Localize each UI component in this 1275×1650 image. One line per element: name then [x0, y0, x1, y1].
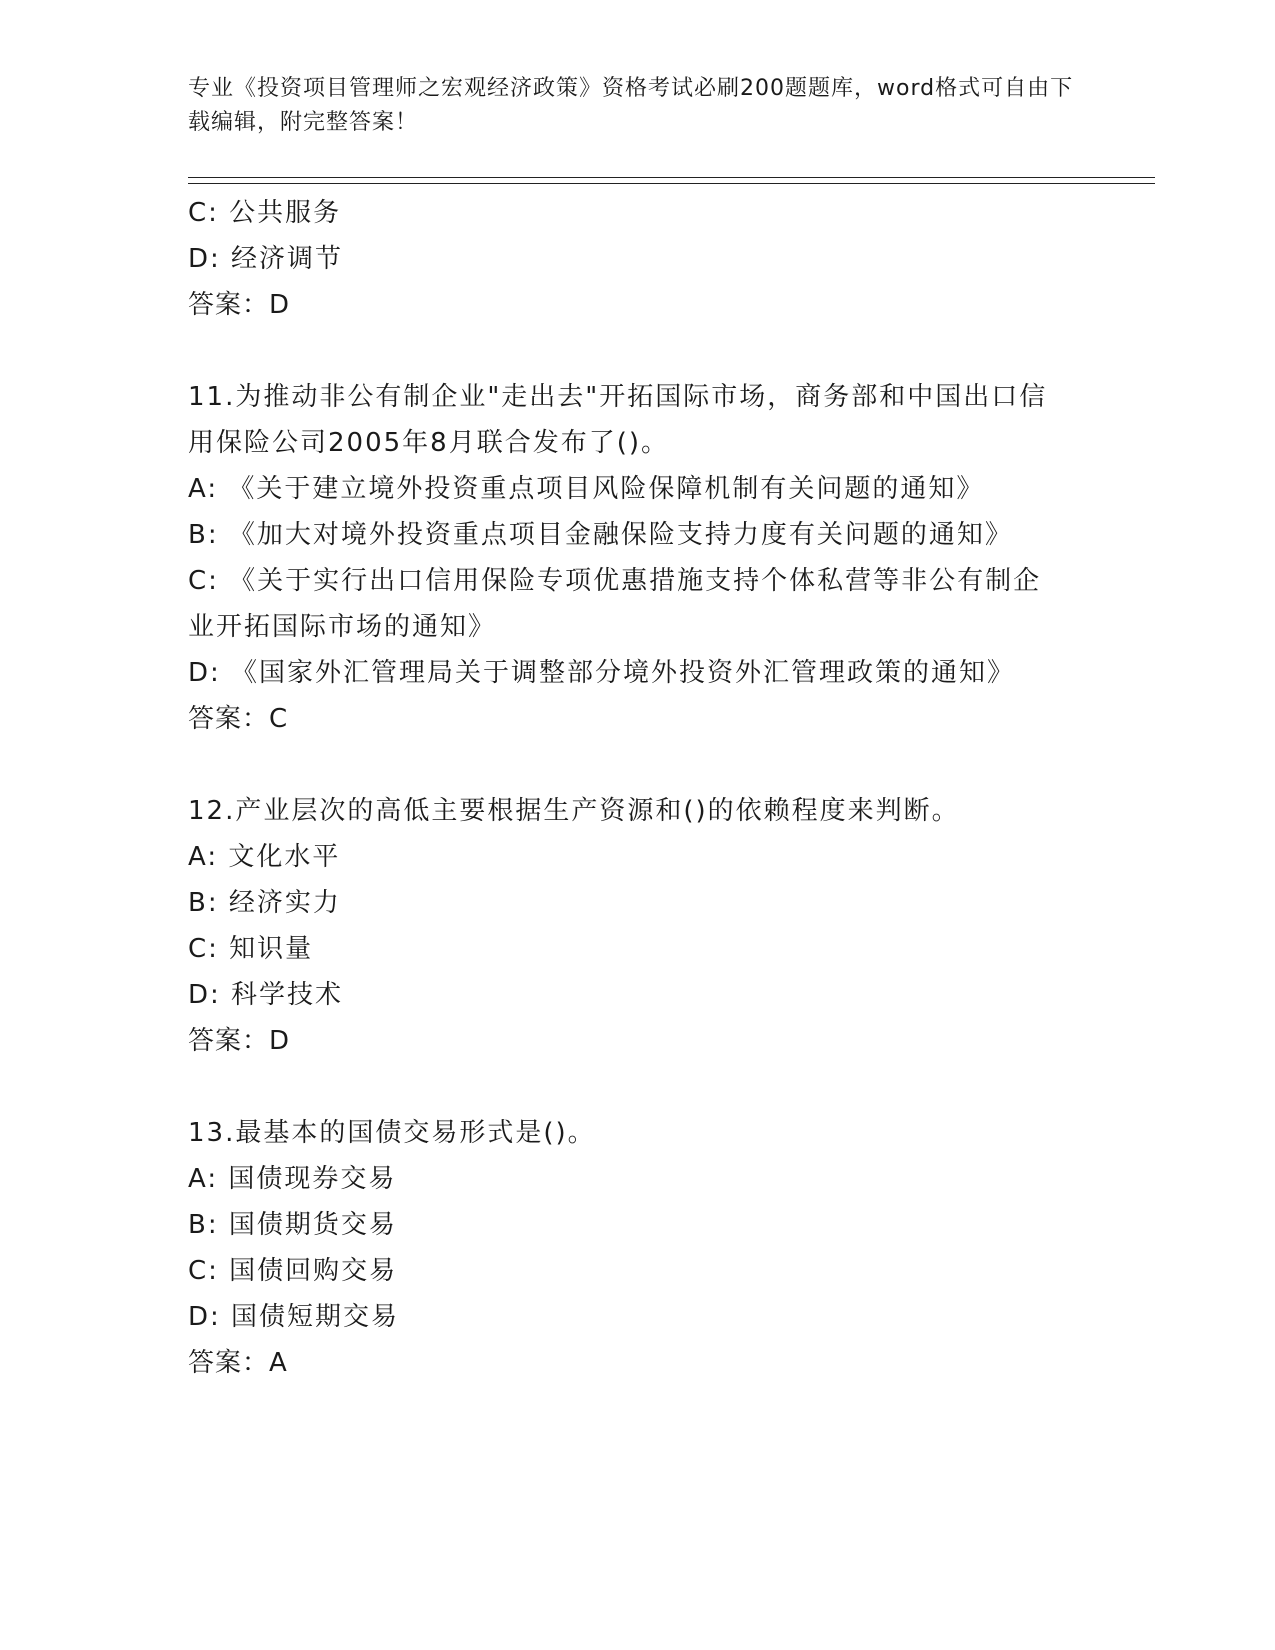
option-a: A: 文化水平	[188, 842, 341, 872]
option-c: C: 国债回购交易	[188, 1256, 398, 1286]
option-c: C: 《关于实行出口信用保险专项优惠措施支持个体私营等非公有制企	[188, 566, 1042, 596]
question-stem-continued: 用保险公司2005年8月联合发布了()。	[188, 428, 669, 458]
question-stem: 11.为推动非公有制企业"走出去"开拓国际市场，商务部和中国出口信	[188, 382, 1048, 412]
question-stem: 12.产业层次的高低主要根据生产资源和()的依赖程度来判断。	[188, 796, 960, 826]
answer-line: 答案：C	[188, 704, 289, 734]
option-a: A: 国债现券交易	[188, 1164, 397, 1194]
option-c: C: 知识量	[188, 934, 314, 964]
option-c-continued: 业开拓国际市场的通知》	[188, 612, 497, 642]
option-d: D: 科学技术	[188, 980, 344, 1010]
spacer	[188, 1064, 1088, 1110]
option-d: D: 经济调节	[188, 244, 344, 274]
question-stem: 13.最基本的国债交易形式是()。	[188, 1118, 596, 1148]
spacer	[188, 742, 1088, 788]
option-a: A: 《关于建立境外投资重点项目风险保障机制有关问题的通知》	[188, 474, 985, 504]
question-12	[188, 788, 1088, 1064]
document-header: 专业《投资项目管理师之宏观经济政策》资格考试必刷200题题库，word格式可自由下载编辑，附完整答案！	[188, 76, 1074, 135]
option-b: B: 经济实力	[188, 888, 341, 918]
option-b: B: 国债期货交易	[188, 1210, 397, 1240]
question-list	[188, 190, 1088, 1386]
option-d: D: 国债短期交易	[188, 1302, 400, 1332]
option-d: D: 《国家外汇管理局关于调整部分境外投资外汇管理政策的通知》	[188, 658, 1016, 688]
question-13	[188, 1110, 1088, 1386]
header-divider-top	[188, 177, 1155, 178]
answer-line: 答案：D	[188, 1026, 291, 1056]
question-11	[188, 374, 1088, 742]
header-divider-bottom	[188, 183, 1155, 184]
question-10-tail	[188, 190, 1088, 328]
spacer	[188, 328, 1088, 374]
answer-line: 答案：D	[188, 290, 291, 320]
answer-line: 答案：A	[188, 1348, 288, 1378]
option-c: C: 公共服务	[188, 198, 342, 228]
option-b: B: 《加大对境外投资重点项目金融保险支持力度有关问题的通知》	[188, 520, 1013, 550]
